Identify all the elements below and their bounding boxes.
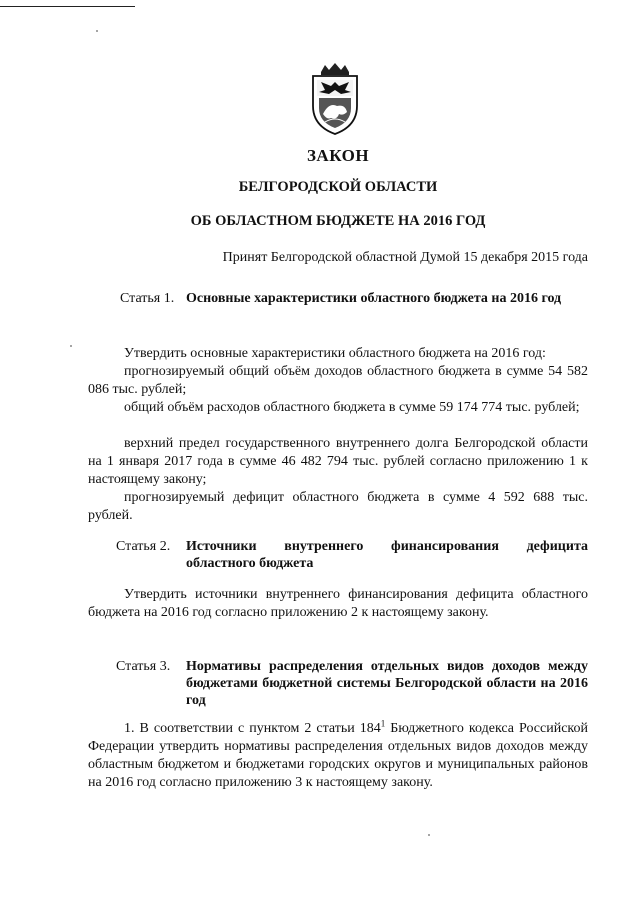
scan-speck: [428, 834, 430, 836]
article-1-title: Основные характеристики областного бюджета на 2016 год: [186, 291, 562, 306]
document-title: ЗАКОН: [306, 146, 370, 165]
article-3-paragraph-text: 1. В соответствии с пунктом 2 статьи 184: [124, 721, 381, 736]
article-1-paragraph: общий объём расходов областного бюджета в сумме 59 174 774 тыс. рублей;: [124, 400, 580, 415]
article-1-paragraph: прогнозируемый дефицит областного бюджета в сумме 4 592 688 тыс. рублей.: [88, 490, 588, 523]
article-2-number: Статья 2.: [116, 539, 171, 554]
document-subject: ОБ ОБЛАСТНОМ БЮДЖЕТЕ НА 2016 ГОД: [190, 213, 486, 229]
article-3-footnote-mark: 1: [380, 718, 386, 729]
top-rule: [0, 6, 135, 7]
article-1-paragraph: верхний предел государственного внутреннего долга Белгородской области на 1 января 2017 года в сумме 46 482 794 тыс. рублей согласно приложению 1 к настоящему закону;: [88, 436, 588, 487]
coat-of-arms-emblem: [307, 62, 363, 136]
article-2-title: Источники внутреннего финансирования дефицита областного бюджета: [186, 539, 588, 571]
scan-speck: [96, 30, 98, 32]
article-1-number: Статья 1.: [120, 291, 175, 306]
article-3-paragraph-text-cont: Бюджетного кодекса Российской Федерации утвердить нормативы распределения отдельных видов доходов между областным бюджетом и бюджетами городских округов и муниципальных районов на 2016 год согласно приложению 3 к настоящему закону.: [88, 721, 589, 790]
document-region: БЕЛГОРОДСКОЙ ОБЛАСТИ: [238, 179, 438, 195]
article-1-paragraph: Утвердить основные характеристики областного бюджета на 2016 год:: [124, 346, 546, 361]
scan-speck: [70, 345, 72, 347]
adoption-line: Принят Белгородской областной Думой 15 декабря 2015 года: [222, 250, 588, 265]
article-2-paragraph: Утвердить источники внутреннего финансирования дефицита областного бюджета на 2016 год согласно приложению 2 к настоящему закону.: [88, 587, 588, 620]
article-3-title: Нормативы распределения отдельных видов доходов между бюджетами бюджетной системы Белгородской области на 2016 год: [186, 659, 588, 708]
article-1-paragraph: прогнозируемый общий объём доходов областного бюджета в сумме 54 582 086 тыс. рублей;: [88, 364, 588, 397]
article-3-number: Статья 3.: [116, 659, 171, 674]
article-3-paragraph: [88, 720, 588, 792]
